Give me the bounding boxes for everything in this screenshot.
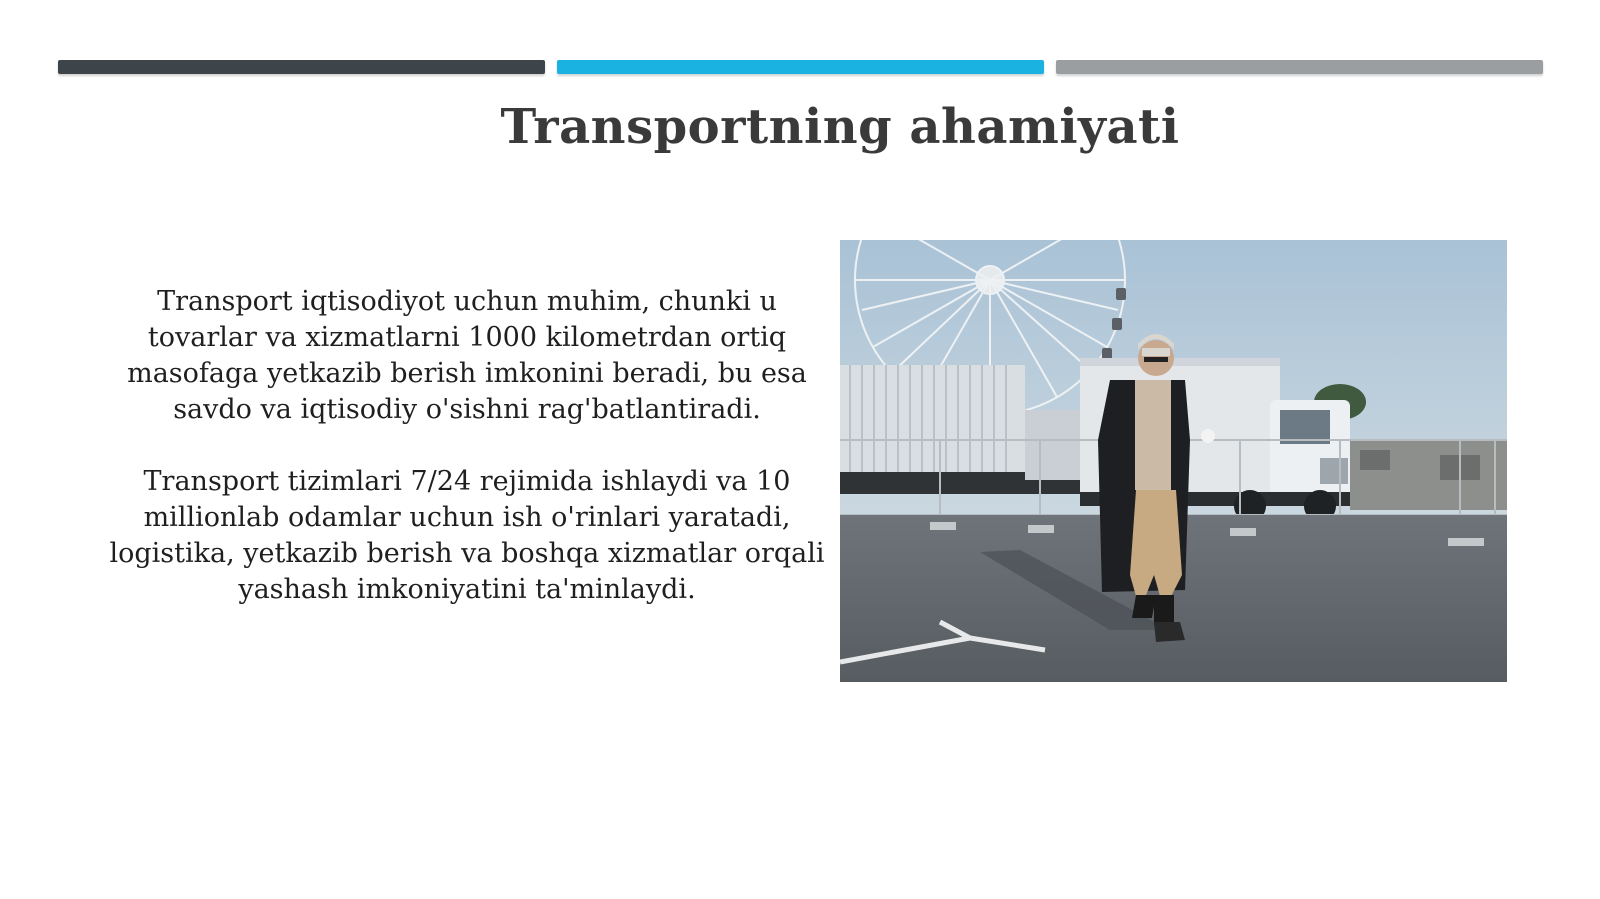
body-text xyxy=(104,284,830,644)
accent-bar-blue xyxy=(557,60,1044,74)
accent-bar-gray xyxy=(1056,60,1543,74)
accent-bar-dark xyxy=(58,60,545,74)
transport-photo xyxy=(840,240,1507,682)
photo-illustration xyxy=(840,240,1507,682)
paragraph-economy: Transport iqtisodiyot uchun muhim, chunki u tovarlar va xizmatlarni 1000 kilometrdan ortiq masofaga yetkazib berish imkonini beradi, bu esa savdo va iqtisodiy o'sishni rag'batlantiradi. xyxy=(127,286,807,425)
paragraph-jobs: Transport tizimlari 7/24 rejimida ishlaydi va 10 millionlab odamlar uchun ish o'rinlari yaratadi, logistika, yetkazib berish va boshqa xizmatlar orqali yashash imkoniyatini ta'minlaydi. xyxy=(109,466,825,605)
slide-title: Transportning ahamiyati xyxy=(500,99,1180,155)
